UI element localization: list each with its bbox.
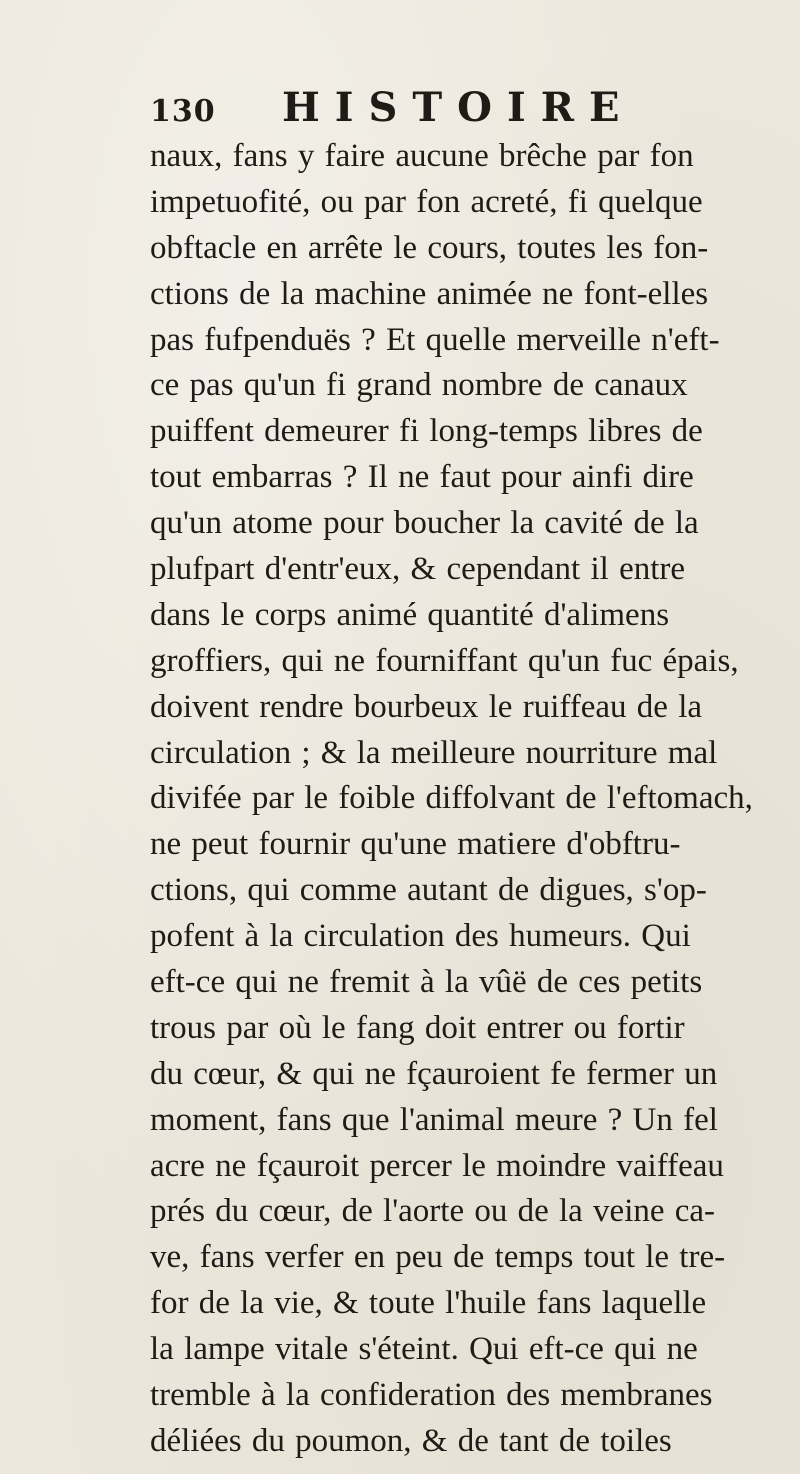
text-line: circulation ; & la meilleure nourriture mal <box>150 734 718 771</box>
text-line: naux, fans y faire aucune brêche par fon <box>150 138 694 174</box>
text-line: impetuofité, ou par fon acreté, fi quelque <box>150 183 703 220</box>
text-line: qu'un atome pour boucher la cavité de la <box>150 505 699 542</box>
text-line: pofent à la circulation des humeurs. Qui <box>150 918 691 955</box>
text-line: pas fufpenduës ? Et quelle merveille n'eft- <box>150 321 720 358</box>
text-line: ce pas qu'un fi grand nombre de canaux <box>150 367 688 404</box>
text-line: prés du cœur, de l'aorte ou de la veine ca- <box>150 1193 716 1230</box>
text-line: trous par où le fang doit entrer ou fortir <box>150 1009 685 1046</box>
text-line: groffiers, qui ne fourniffant qu'un fuc épais, <box>150 642 739 679</box>
text-line: for de la vie, & toute l'huile fans laquelle <box>150 1285 707 1322</box>
text-line: tout embarras ? Il ne faut pour ainfi dire <box>150 459 694 496</box>
page-header <box>150 84 670 134</box>
text-line: du cœur, & qui ne fçauroient fe fermer un <box>150 1055 718 1092</box>
text-line: tremble à la confideration des membranes <box>150 1377 713 1414</box>
text-line: déliées du poumon, & de tant de toiles <box>150 1422 672 1459</box>
text-line: puiffent demeurer fi long-temps libres de <box>150 413 703 450</box>
running-title: HISTOIRE <box>282 84 635 131</box>
text-line: divifée par le foible diffolvant de l'eftomach, <box>150 780 753 817</box>
text-line: ve, fans verfer en peu de temps tout le tre- <box>150 1239 726 1276</box>
text-line: la lampe vitale s'éteint. Qui eft-ce qui ne <box>150 1331 698 1368</box>
text-line: moment, fans que l'animal meure ? Un fel <box>150 1101 718 1138</box>
text-line: acre ne fçauroit percer le moindre vaiffeau <box>150 1147 724 1184</box>
text-line: ctions, qui comme autant de digues, s'op- <box>150 872 707 909</box>
text-line: dans le corps animé quantité d'alimens <box>150 596 670 633</box>
text-line: obftacle en arrête le cours, toutes les fon- <box>150 229 709 266</box>
text-line: eft-ce qui ne fremit à la vûë de ces petits <box>150 964 703 1001</box>
body-text <box>150 134 790 1465</box>
text-line: plufpart d'entr'eux, & cependant il entre <box>150 551 686 588</box>
text-line: ne peut fournir qu'une matiere d'obftru- <box>150 826 681 863</box>
page-number: 130 <box>150 94 216 129</box>
text-line: ctions de la machine animée ne font-elles <box>150 275 709 312</box>
text-line: doivent rendre bourbeux le ruiffeau de la <box>150 688 703 725</box>
